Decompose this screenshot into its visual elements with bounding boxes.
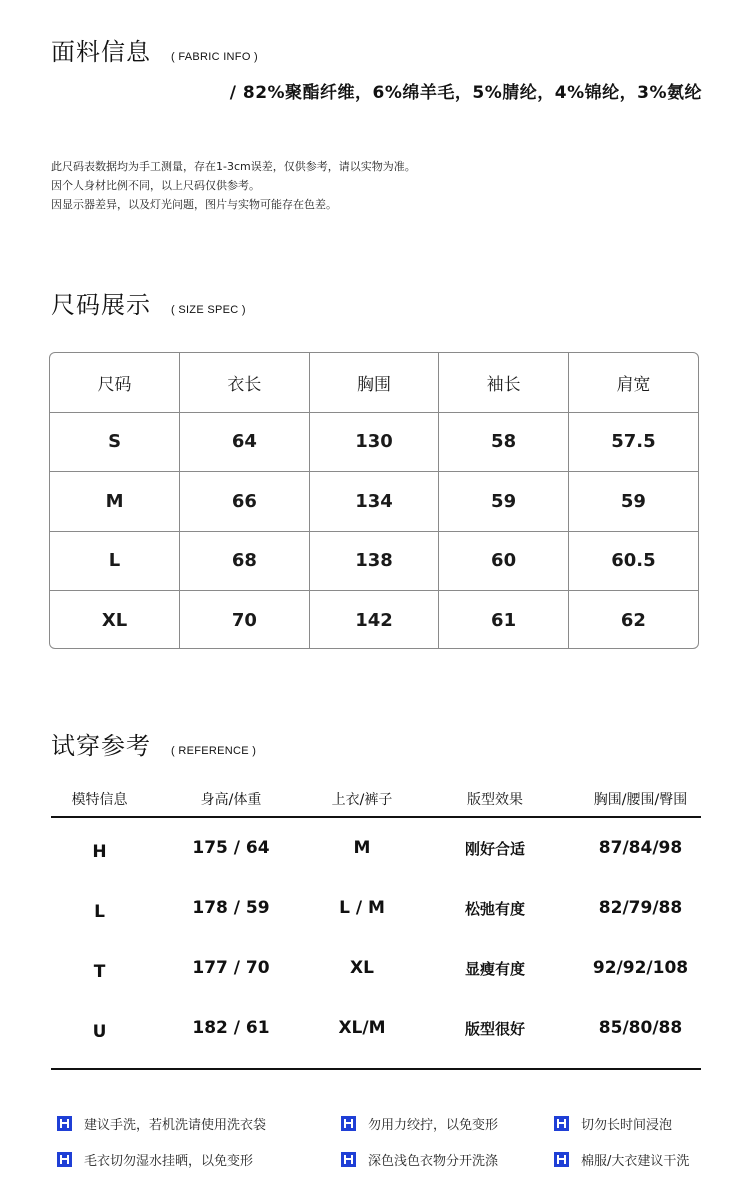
chest-cell: 130 bbox=[309, 412, 439, 472]
height-weight-cell: 178 / 59 bbox=[192, 898, 270, 918]
chest-cell: 142 bbox=[309, 591, 439, 650]
table-row bbox=[51, 818, 701, 878]
note-line: 因个人身材比例不同，以上尺码仅供参考。 bbox=[51, 179, 260, 192]
measurements-cell: 92/92/108 bbox=[592, 958, 689, 978]
top-pants-cell: L / M bbox=[339, 898, 385, 918]
care-item bbox=[341, 1150, 498, 1169]
reference-heading bbox=[51, 726, 256, 761]
h-badge-icon bbox=[57, 1152, 72, 1167]
fabric-info-subtitle: ( FABRIC INFO ) bbox=[171, 51, 258, 63]
length-cell: 66 bbox=[180, 472, 310, 532]
top-pants-cell: XL/M bbox=[338, 1018, 386, 1038]
fabric-info-heading bbox=[51, 32, 258, 67]
size-cell: L bbox=[50, 531, 180, 591]
care-item-text: 棉服/大衣建议干洗 bbox=[581, 1154, 690, 1169]
shoulder-cell: 60.5 bbox=[568, 531, 698, 591]
fit-effect-cell: 版型很好 bbox=[464, 1019, 525, 1038]
fit-effect-cell: 松弛有度 bbox=[464, 899, 525, 918]
table-row bbox=[51, 998, 701, 1058]
care-item bbox=[57, 1114, 266, 1133]
model-cell: U bbox=[92, 1022, 107, 1042]
sleeve-cell: 61 bbox=[439, 591, 569, 650]
care-item bbox=[554, 1150, 689, 1169]
size-spec-subtitle: ( SIZE SPEC ) bbox=[171, 304, 246, 316]
h-badge-icon bbox=[341, 1152, 356, 1167]
fabric-composition: / 82%聚酯纤维，6%绵羊毛，5%腈纶，4%锦纶，3%氨纶 bbox=[229, 83, 702, 103]
fit-effect-cell: 显瘦有度 bbox=[464, 959, 525, 978]
length-cell: 68 bbox=[180, 531, 310, 591]
sleeve-cell: 60 bbox=[439, 531, 569, 591]
size-cell: S bbox=[50, 412, 180, 472]
reference-table-header bbox=[51, 788, 701, 818]
h-badge-icon bbox=[554, 1116, 569, 1131]
shoulder-cell: 57.5 bbox=[568, 412, 698, 472]
table-row bbox=[50, 472, 698, 532]
care-item-text: 毛衣切勿湿水挂晒，以免变形 bbox=[84, 1154, 254, 1169]
header-cell: 胸围/腰围/臀围 bbox=[593, 792, 688, 808]
sleeve-cell: 58 bbox=[439, 412, 569, 472]
note-line: 此尺码表数据均为手工测量，存在1-3cm误差，仅供参考，请以实物为准。 bbox=[51, 160, 416, 173]
measurements-cell: 82/79/88 bbox=[598, 898, 683, 918]
header-cell: 上衣/裤子 bbox=[331, 792, 393, 808]
table-row bbox=[50, 591, 698, 650]
measurement-notes bbox=[51, 157, 416, 214]
height-weight-cell: 182 / 61 bbox=[192, 1018, 270, 1038]
care-item bbox=[554, 1114, 672, 1133]
length-cell: 64 bbox=[180, 412, 310, 472]
note-line: 因显示器差异，以及灯光问题，图片与实物可能存在色差。 bbox=[51, 198, 337, 211]
h-badge-icon bbox=[554, 1152, 569, 1167]
header-cell: 尺码 bbox=[50, 353, 180, 412]
model-cell: T bbox=[93, 962, 106, 982]
top-pants-cell: M bbox=[353, 838, 371, 858]
table-row bbox=[51, 878, 701, 938]
size-cell: M bbox=[50, 472, 180, 532]
shoulder-cell: 62 bbox=[620, 610, 646, 631]
table-row bbox=[51, 938, 701, 998]
table-row bbox=[50, 412, 698, 472]
model-cell: L bbox=[94, 902, 105, 922]
chest-cell: 138 bbox=[309, 531, 439, 591]
fit-effect-cell: 刚好合适 bbox=[464, 839, 525, 858]
care-item-text: 切勿长时间浸泡 bbox=[581, 1118, 673, 1133]
header-cell: 袖长 bbox=[439, 353, 569, 412]
size-table-header bbox=[50, 353, 698, 412]
reference-table bbox=[51, 788, 701, 1058]
header-cell: 衣长 bbox=[180, 353, 310, 412]
care-item-text: 深色浅色衣物分开洗涤 bbox=[368, 1154, 499, 1169]
header-cell: 肩宽 bbox=[568, 353, 698, 412]
h-badge-icon bbox=[341, 1116, 356, 1131]
size-spec-title: 尺码展示 bbox=[51, 291, 151, 319]
size-cell: XL bbox=[50, 591, 180, 650]
table-row bbox=[50, 531, 698, 591]
reference-subtitle: ( REFERENCE ) bbox=[171, 745, 257, 757]
care-item-text: 建议手洗，若机洗请使用洗衣袋 bbox=[84, 1118, 267, 1133]
care-item-text: 勿用力绞拧，以免变形 bbox=[368, 1118, 499, 1133]
sleeve-cell: 59 bbox=[439, 472, 569, 532]
top-pants-cell: XL bbox=[350, 958, 374, 978]
reference-title: 试穿参考 bbox=[51, 732, 151, 760]
height-weight-cell: 175 / 64 bbox=[192, 838, 270, 858]
shoulder-cell: 59 bbox=[568, 472, 698, 532]
header-cell: 版型效果 bbox=[467, 792, 523, 808]
length-cell: 70 bbox=[180, 591, 310, 650]
care-item bbox=[341, 1114, 498, 1133]
chest-cell: 134 bbox=[309, 472, 439, 532]
size-spec-heading bbox=[51, 285, 246, 320]
measurements-cell: 85/80/88 bbox=[598, 1018, 683, 1038]
table-bottom-rule bbox=[51, 1068, 701, 1070]
h-badge-icon bbox=[57, 1116, 72, 1131]
care-item bbox=[57, 1150, 253, 1169]
header-cell: 身高/体重 bbox=[200, 792, 262, 808]
header-cell: 模特信息 bbox=[71, 792, 128, 808]
size-table bbox=[49, 352, 699, 649]
fabric-info-title: 面料信息 bbox=[51, 38, 151, 66]
header-cell: 胸围 bbox=[309, 353, 439, 412]
model-cell: H bbox=[92, 842, 107, 862]
height-weight-cell: 177 / 70 bbox=[192, 958, 270, 978]
measurements-cell: 87/84/98 bbox=[598, 838, 683, 858]
